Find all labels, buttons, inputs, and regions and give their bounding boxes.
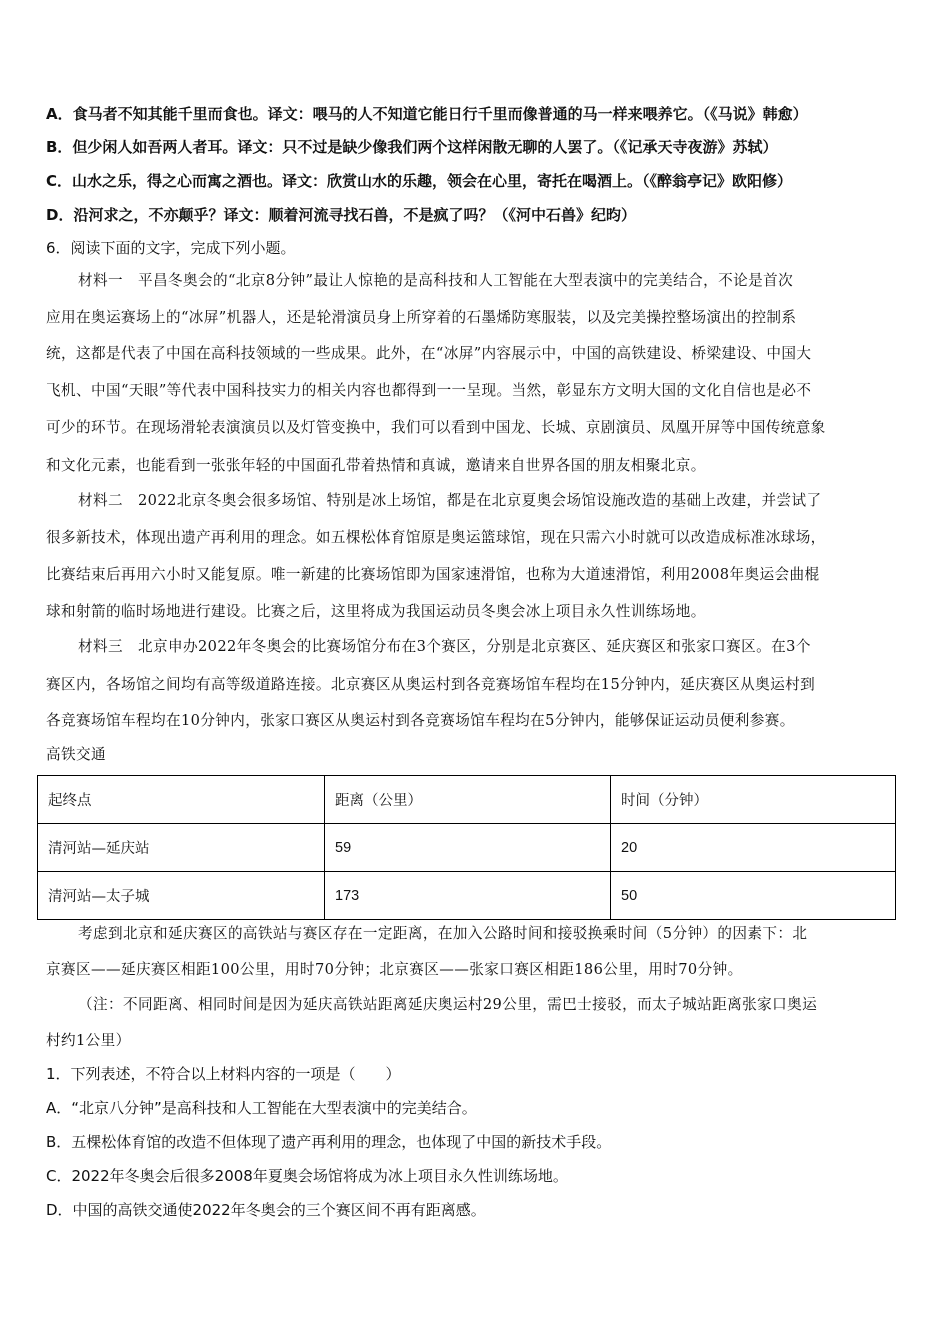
table-header-cell: 距离（公里） (325, 776, 611, 824)
after-table-line: 京赛区——延庆赛区相距100公里，用时70分钟；北京赛区——张家口赛区相距186公里，用时70分钟。 (46, 961, 743, 978)
table-title: 高铁交通 (46, 746, 106, 763)
material1-line: 统，这都是代表了中国在高科技领域的一些成果。此外，在“冰屏”内容展示中，中国的高铁建设、桥梁建设、中国大 (46, 345, 812, 362)
table-row (38, 872, 896, 920)
table-cell: 清河站—延庆站 (38, 824, 325, 872)
option-a-prev: A．食马者不知其能千里而食也。译文：喂马的人不知道它能日行千里而像普通的马一样来喂养它。（《马说》韩愈） (46, 105, 808, 123)
sub1-option-c: C．2022年冬奥会后很多2008年夏奥会场馆将成为冰上项目永久性训练场地。 (46, 1167, 568, 1185)
option-d-prev: D．沿河求之，不亦颠乎？译文：顺着河流寻找石兽，不是疯了吗？（《河中石兽》纪昀） (46, 206, 636, 224)
material1-line: 材料一 平昌冬奥会的“北京8分钟”最让人惊艳的是高科技和人工智能在大型表演中的完美结合，不论是首次 (78, 272, 794, 289)
table-cell: 173 (325, 872, 611, 920)
table-cell: 59 (325, 824, 611, 872)
material2-line: 球和射箭的临时场地进行建设。比赛之后，这里将成为我国运动员冬奥会冰上项目永久性训练场地。 (46, 603, 706, 620)
note-line: 村约1公里） (46, 1032, 131, 1049)
table-cell: 20 (611, 824, 896, 872)
table-header-cell: 起终点 (38, 776, 325, 824)
table-cell: 清河站—太子城 (38, 872, 325, 920)
option-c-prev: C．山水之乐，得之心而寓之酒也。译文：欣赏山水的乐趣，领会在心里，寄托在喝酒上。（《醉翁亭记》欧阳修） (46, 172, 793, 190)
material1-line: 可少的环节。在现场滑轮表演演员以及灯管变换中，我们可以看到中国龙、长城、京剧演员、凤凰开屏等中国传统意象 (46, 419, 826, 436)
material1-line: 飞机、中国“天眼”等代表中国科技实力的相关内容也都得到一一呈现。当然，彰显东方文明大国的文化自信也是必不 (46, 382, 812, 399)
material2-line: 比赛结束后再用六小时又能复原。唯一新建的比赛场馆即为国家速滑馆，也称为大道速滑馆，利用2008年奥运会曲棍 (46, 566, 820, 583)
after-table-line: 考虑到北京和延庆赛区的高铁站与赛区存在一定距离，在加入公路时间和接驳换乘时间（5分钟）的因素下：北 (78, 925, 808, 942)
note-line: （注：不同距离、相同时间是因为延庆高铁站距离延庆奥运村29公里，需巴士接驳，而太子城站距离张家口奥运 (78, 996, 818, 1013)
material2-line: 材料二 2022北京冬奥会很多场馆、特别是冰上场馆，都是在北京夏奥会场馆设施改造的基础上改建，并尝试了 (78, 492, 822, 509)
question-6-intro: 6．阅读下面的文字，完成下列小题。 (46, 239, 296, 257)
table-header-row (38, 776, 896, 824)
sub-question-1: 1．下列表述，不符合以上材料内容的一项是（ ） (46, 1065, 401, 1083)
table-cell: 50 (611, 872, 896, 920)
sub1-option-b: B．五棵松体育馆的改造不但体现了遗产再利用的理念，也体现了中国的新技术手段。 (46, 1133, 612, 1151)
material3-line: 材料三 北京申办2022年冬奥会的比赛场馆分布在3个赛区，分别是北京赛区、延庆赛区和张家口赛区。在3个 (78, 638, 811, 655)
material1-line: 应用在奥运赛场上的“冰屏”机器人，还是轮滑演员身上所穿着的石墨烯防寒服装，以及完美操控整场演出的控制系 (46, 309, 797, 326)
sub1-option-a: A．“北京八分钟”是高科技和人工智能在大型表演中的完美结合。 (46, 1099, 477, 1117)
material2-line: 很多新技术，体现出遗产再利用的理念。如五棵松体育馆原是奥运篮球馆，现在只需六小时就可以改造成标准冰球场， (46, 529, 826, 546)
table-row (38, 824, 896, 872)
table-header-cell: 时间（分钟） (611, 776, 896, 824)
material1-line: 和文化元素，也能看到一张张年轻的中国面孔带着热情和真诚，邀请来自世界各国的朋友相聚北京。 (46, 457, 706, 474)
rail-table (37, 775, 896, 920)
sub1-option-d: D．中国的高铁交通使2022年冬奥会的三个赛区间不再有距离感。 (46, 1201, 486, 1219)
option-b-prev: B．但少闲人如吾两人者耳。译文：只不过是缺少像我们两个这样闲散无聊的人罢了。（《记承天寺夜游》苏轼） (46, 138, 778, 156)
material3-line: 赛区内，各场馆之间均有高等级道路连接。北京赛区从奥运村到各竞赛场馆车程均在15分钟内，延庆赛区从奥运村到 (46, 676, 816, 693)
material3-line: 各竞赛场馆车程均在10分钟内，张家口赛区从奥运村到各竞赛场馆车程均在5分钟内，能够保证运动员便利参赛。 (46, 712, 795, 729)
